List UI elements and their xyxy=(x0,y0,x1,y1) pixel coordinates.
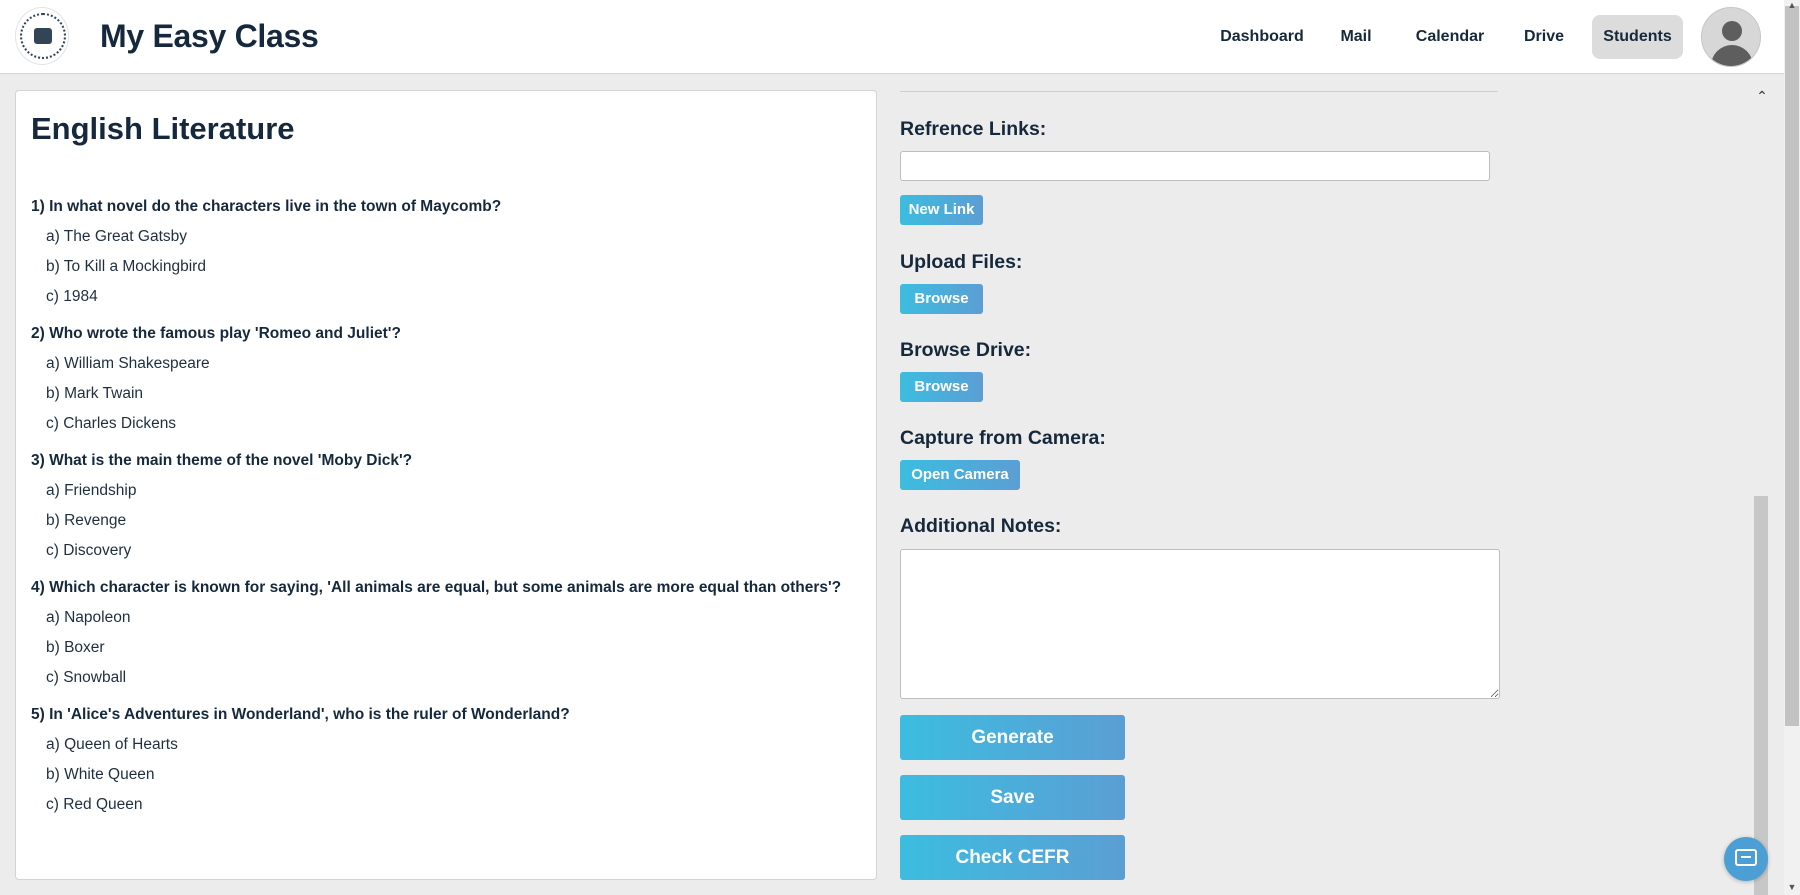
question-4: 4) Which character is known for saying, 'All animals are equal, but some animals are more equal than others'? xyxy=(31,579,842,596)
panel-scrollbar[interactable] xyxy=(1754,496,1768,895)
capture-camera-label: Capture from Camera: xyxy=(900,427,1106,449)
q1-option-a: a) The Great Gatsby xyxy=(46,228,187,245)
drive-browse-button[interactable]: Browse xyxy=(900,372,983,402)
avatar-body xyxy=(1711,45,1753,67)
q1-option-b: b) To Kill a Mockingbird xyxy=(46,258,206,275)
app-logo[interactable] xyxy=(15,7,69,65)
scroll-down-arrow-icon[interactable]: ▼ xyxy=(1787,882,1797,892)
additional-notes-label: Additional Notes: xyxy=(900,515,1062,537)
top-header xyxy=(0,0,1784,74)
q3-option-a: a) Friendship xyxy=(46,482,137,499)
user-avatar-icon[interactable] xyxy=(1701,7,1761,67)
scroll-up-arrow-icon[interactable]: ▲ xyxy=(1787,0,1797,10)
q2-option-c: c) Charles Dickens xyxy=(46,415,177,432)
additional-notes-textarea[interactable] xyxy=(900,549,1500,699)
chat-icon-outline xyxy=(1735,849,1757,866)
nav-students[interactable]: Students xyxy=(1592,15,1683,59)
question-1: 1) In what novel do the characters live in the town of Maycomb? xyxy=(31,198,502,215)
logo-emblem-icon xyxy=(34,28,52,44)
panel-scroll-up-icon[interactable]: ⌃ xyxy=(1756,88,1768,104)
section-divider xyxy=(900,91,1498,92)
nav-mail[interactable]: Mail xyxy=(1340,28,1372,45)
q5-option-c: c) Red Queen xyxy=(46,796,143,813)
save-button[interactable]: Save xyxy=(900,775,1125,820)
open-camera-button[interactable]: Open Camera xyxy=(900,460,1020,490)
q3-option-c: c) Discovery xyxy=(46,542,132,559)
upload-browse-button[interactable]: Browse xyxy=(900,284,983,314)
upload-files-label: Upload Files: xyxy=(900,251,1023,273)
quiz-title: English Literature xyxy=(31,111,295,146)
chat-icon-lines xyxy=(1741,856,1751,858)
check-cefr-button[interactable]: Check CEFR xyxy=(900,835,1125,880)
q4-option-a: a) Napoleon xyxy=(46,609,131,626)
q2-option-a: a) William Shakespeare xyxy=(46,355,210,372)
nav-calendar[interactable]: Calendar xyxy=(1415,28,1485,45)
page-scrollbar-thumb[interactable] xyxy=(1785,6,1799,726)
new-link-button[interactable]: New Link xyxy=(900,195,983,225)
q4-option-b: b) Boxer xyxy=(46,639,105,656)
q5-option-a: a) Queen of Hearts xyxy=(46,736,178,753)
question-3: 3) What is the main theme of the novel 'Moby Dick'? xyxy=(31,452,413,469)
chat-bubble-icon[interactable] xyxy=(1724,837,1768,881)
q3-option-b: b) Revenge xyxy=(46,512,127,529)
q1-option-c: c) 1984 xyxy=(46,288,98,305)
nav-drive[interactable]: Drive xyxy=(1523,28,1565,45)
q4-option-c: c) Snowball xyxy=(46,669,127,686)
reference-link-input[interactable] xyxy=(900,151,1490,181)
reference-links-label: Refrence Links: xyxy=(900,118,1047,140)
browse-drive-label: Browse Drive: xyxy=(900,339,1032,361)
generate-button[interactable]: Generate xyxy=(900,715,1125,760)
nav-dashboard[interactable]: Dashboard xyxy=(1220,28,1304,45)
avatar-head xyxy=(1722,21,1742,41)
question-5: 5) In 'Alice's Adventures in Wonderland', who is the ruler of Wonderland? xyxy=(31,706,570,723)
quiz-card xyxy=(15,90,877,880)
app-title: My Easy Class xyxy=(100,18,319,54)
q5-option-b: b) White Queen xyxy=(46,766,155,783)
q2-option-b: b) Mark Twain xyxy=(46,385,144,402)
question-2: 2) Who wrote the famous play 'Romeo and Juliet'? xyxy=(31,325,401,342)
